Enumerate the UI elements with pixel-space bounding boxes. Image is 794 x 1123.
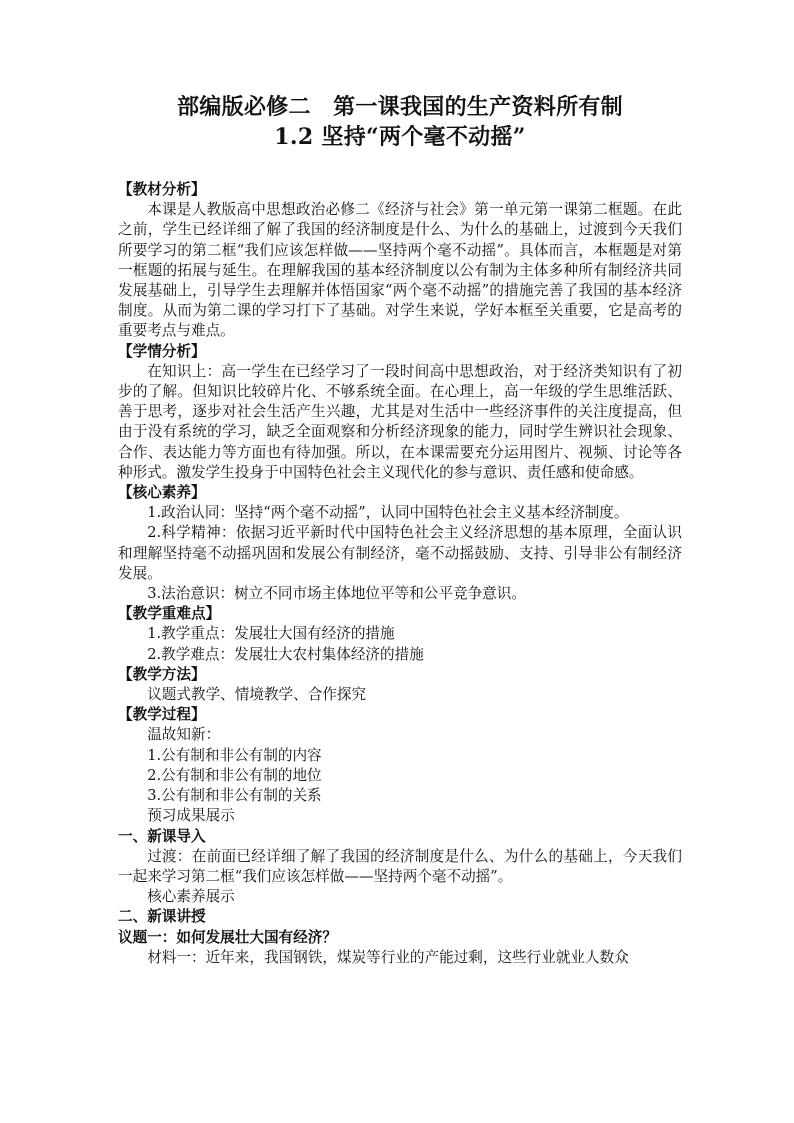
review-item-2: 2.公有制和非公有制的地位 (147, 766, 322, 784)
document-body (118, 180, 682, 968)
part2-heading: 二、新课讲授 (118, 908, 206, 926)
core-literacy-item-2: 2.科学精神：依据习近平新时代中国特色社会主义经济思想的基本原理，全面认识和理解坚持毫不动摇巩固和发展公有制经济，毫不动摇鼓励、支持、引导非公有制经济发展。 (118, 524, 682, 582)
section-heading-student-analysis: 【学情分析】 (118, 342, 206, 360)
part1-heading: 一、新课导入 (118, 827, 206, 845)
core-literacy-item-1: 1.政治认同：坚持“两个毫不动摇”，认同中国特色社会主义基本经济制度。 (147, 504, 629, 522)
review-item-1: 1.公有制和非公有制的内容 (147, 746, 322, 764)
preview-label: 预习成果展示 (147, 807, 235, 825)
section-heading-methods: 【教学方法】 (118, 665, 206, 683)
topic1-heading: 议题一：如何发展壮大国有经济？ (118, 928, 337, 946)
section-heading-textbook-analysis: 【教材分析】 (118, 181, 206, 198)
section-heading-core-literacy: 【核心素养】 (118, 484, 206, 502)
doc-title-line2: 1.2 坚持“两个毫不动摇” (274, 124, 526, 150)
methods-text: 议题式教学、情境教学、合作探究 (147, 686, 367, 704)
core-literacy-item-3: 3.法治意识：树立不同市场主体地位平等和公平竞争意识。 (147, 585, 526, 603)
section-heading-key-points: 【教学重难点】 (118, 605, 221, 623)
student-analysis-paragraph: 在知识上：高一学生在已经学习了一段时间高中思想政治，对于经济类知识有了初步的了解。但知识比较碎片化、不够系统全面。在心理上，高一年级的学生思维活跃、善于思考，逐步对社会生活产生兴趣，尤其是对生活中一些经济事件的关注度提高，但由于没有系统的学习，缺乏全面观察和分析经济现象的能力，同时学生辨识社会现象、合作、表达能力等方面也有待加强。所以，在本课需要充分运用图片、视频、讨论等各种形式。激发学生投身于中国特色社会主义现代化的参与意识、责任感和使命感。 (118, 362, 682, 481)
key-point-item-1: 1.教学重点：发展壮大国有经济的措施 (147, 625, 395, 643)
key-point-item-2: 2.教学难点：发展壮大农村集体经济的措施 (147, 645, 424, 663)
material1-text: 材料一：近年来，我国钢铁，煤炭等行业的产能过剩，这些行业就业人数众 (147, 948, 629, 966)
part1-transition-text: 过渡：在前面已经详细了解了我国的经济制度是什么、为什么的基础上，今天我们一起来学习第二框“我们应该怎样做——坚持两个毫不动摇”。 (118, 847, 682, 885)
part1-show-label: 核心素养展示 (147, 888, 235, 906)
section-heading-process: 【教学过程】 (118, 706, 206, 724)
doc-title-line1: 部编版必修二 第一课我国的生产资料所有制 (176, 94, 623, 120)
textbook-analysis-paragraph: 本课是人教版高中思想政治必修二《经济与社会》第一单元第一课第二框题。在此之前，学生已经详细了解了我国的经济制度是什么、为什么的基础上，过渡到今天我们所要学习的第二框“我们应该怎样做——坚持两个毫不动摇”。具体而言，本框题是对第一框题的拓展与延生。在理解我国的基本经济制度以公有制为主体多种所有制经济共同发展基础上，引导学生去理解并体悟国家“两个毫不动摇”的措施完善了我国的基本经济制度。从而为第二课的学习打下了基础。对学生来说，学好本框至关重要，它是高考的重要考点与难点。 (118, 201, 682, 340)
review-item-3: 3.公有制和非公有制的关系 (147, 787, 322, 805)
review-label: 温故知新： (147, 726, 221, 744)
